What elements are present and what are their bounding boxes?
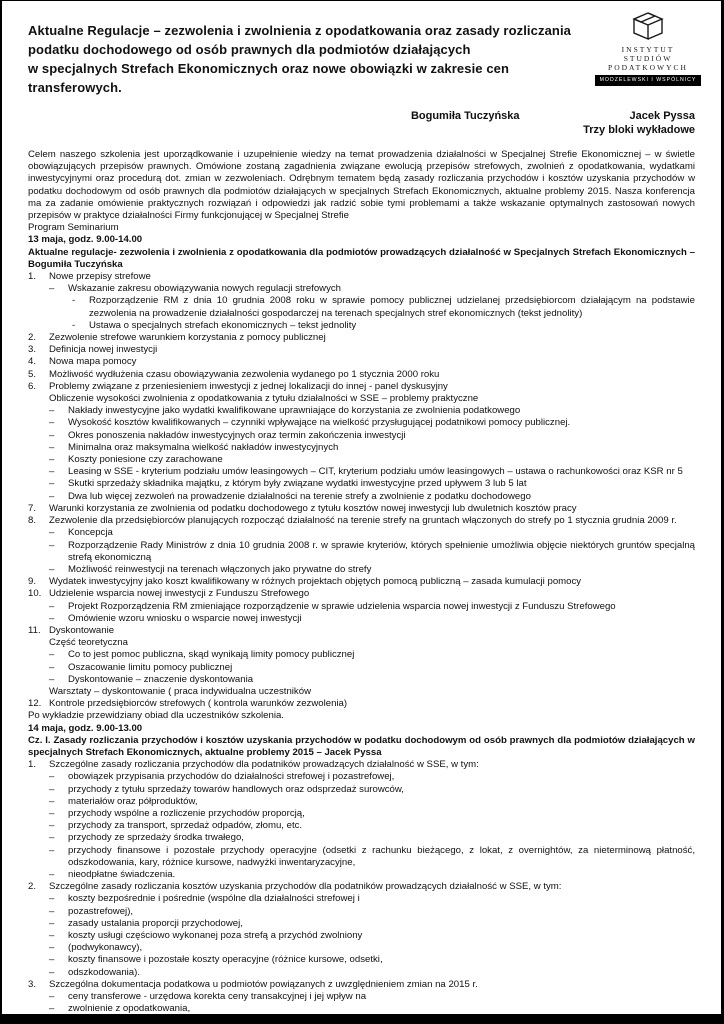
list-marker: – (49, 600, 55, 612)
program-line (28, 466, 695, 478)
list-text: Szczególne zasady rozliczania kosztów uzyskania przychodów dla podatników prowadzących działalność w SSE, w tym: (49, 881, 562, 893)
list-text: Minimalna oraz maksymalna wielkość nakładów inwestycyjnych (68, 441, 339, 453)
program-line (28, 601, 695, 613)
list-marker: 4. (28, 356, 37, 368)
list-text: Nowe przepisy strefowe (49, 271, 151, 283)
program-line (28, 454, 695, 466)
list-text: przychody finansowe i pozostałe przychody operacyjne (odsetki z rachunku bieżącego, z lokat, z overnightów, za nieterminową płatność, odszkodowania, kary, różnice kursowe, nadwyżki inwentaryzacyjne, (68, 844, 695, 868)
list-marker: 1. (28, 759, 37, 771)
program-line (28, 759, 695, 771)
program-label: Program Seminarium (28, 222, 119, 234)
list-marker: - (72, 295, 76, 307)
list-marker: 3. (28, 344, 37, 356)
page-title (28, 21, 606, 97)
list-text: Możliwość wydłużenia czasu obowiązywania zezwolenia wydanego po 1 stycznia 2000 roku (49, 368, 440, 380)
program-line (28, 478, 695, 490)
program-line (28, 869, 695, 881)
list-marker: – (49, 283, 55, 295)
list-text: Skutki sprzedaży składnika majątku, z którym były związane wydatki inwestycyjne przed upływem 3 lub 5 lat (68, 478, 527, 490)
program-line (28, 710, 695, 722)
program-line (28, 979, 695, 991)
list-marker: – (49, 527, 55, 539)
program-line (28, 576, 695, 588)
list-text: Leasing w SSE - kryterium podziału umów leasingowych – CIT, kryterium podziału umów leasingowych – ustawa o rachunkowości oraz KSR nr 5 (68, 466, 683, 478)
program-line (28, 686, 695, 698)
list-text: Możliwość reinwestycji na terenach włączonych jako prywatne do strefy (68, 563, 372, 575)
list-text: Problemy związane z przeniesieniem inwestycji z jednej lokalizacji do innej - panel dyskusyjny (49, 380, 448, 392)
list-text: Dyskontowanie (49, 624, 115, 636)
list-text: (podwykonawcy), (68, 942, 143, 954)
list-text: Oszacowanie limitu pomocy publicznej (68, 661, 233, 673)
program-line (28, 491, 695, 503)
list-text: Szczególna dokumentacja podatkowa u podmiotów powiązanych z uwzględnieniem zmian na 2015 r. (49, 978, 478, 990)
list-marker: – (49, 466, 55, 478)
logo-text-line-2: STUDIÓW (623, 54, 673, 63)
speaker-name-left: Bogumiła Tuczyńska (410, 110, 520, 122)
list-marker: 12. (28, 698, 42, 710)
list-marker (28, 637, 49, 649)
list-marker: – (49, 429, 55, 441)
program-line (28, 832, 695, 844)
list-marker: – (49, 1003, 55, 1015)
program-line (28, 808, 695, 820)
program-line (28, 918, 695, 930)
list-marker: – (49, 991, 55, 1003)
program-line (28, 393, 695, 405)
list-text: Warsztaty – dyskontowanie ( praca indywidualna uczestników (49, 685, 311, 697)
program-line (28, 820, 695, 832)
program-line (28, 527, 695, 539)
list-marker: – (49, 673, 55, 685)
program-line (28, 881, 695, 893)
list-marker: – (49, 795, 55, 807)
list-marker: – (49, 820, 55, 832)
lecture-blocks-subtitle: Trzy bloki wykładowe (583, 124, 695, 136)
program-line (28, 430, 695, 442)
list-text: Obliczenie wysokości zwolnienia z opodatkowania z tytułu działalności w SSE – problemy praktyczne (49, 393, 479, 405)
list-marker: 8. (28, 515, 37, 527)
list-marker: 2. (28, 881, 37, 893)
list-marker: – (49, 441, 55, 453)
program-line (28, 540, 695, 564)
list-marker (28, 686, 49, 698)
list-marker: – (49, 405, 55, 417)
program-line (28, 893, 695, 905)
list-text: Szczególne zasady rozliczania przychodów dla podatników prowadzących działalność w SSE, w tym: (49, 759, 479, 771)
program-line (28, 320, 695, 332)
program-heading (28, 735, 695, 759)
list-text: ceny transferowe - urzędowa korekta ceny transakcyjnej i jej wpływ na (68, 991, 367, 1003)
list-text: Dyskontowanie – znaczenie dyskontowania (68, 673, 254, 685)
list-marker: 2. (28, 332, 37, 344)
list-text: Zezwolenie dla przedsiębiorców planujących rozpocząć działalność na terenie strefy na gruntach włączonych do strefy po 1 stycznia grudnia 2009 r. (49, 515, 677, 527)
list-text: Nowa mapa pomocy (49, 356, 137, 368)
list-marker: – (49, 539, 55, 551)
program-line (28, 674, 695, 686)
list-text: Koncepcja (68, 527, 113, 539)
list-text: przychody za transport, sprzedaż odpadów, złomu, etc. (68, 820, 303, 832)
program-heading (28, 234, 695, 246)
list-text: Ustawa o specjalnych strefach ekonomicznych – tekst jednolity (89, 319, 357, 331)
list-marker: – (49, 771, 55, 783)
list-text: obowiązek przypisania przychodów do działalności strefowej i pozastrefowej, (68, 771, 395, 783)
list-marker: – (49, 490, 55, 502)
list-text: Udzielenie wsparcia nowej inwestycji z Funduszu Strefowego (49, 588, 310, 600)
program-line (28, 698, 695, 710)
program-line (28, 564, 695, 576)
program-line (28, 625, 695, 637)
program-line (28, 637, 695, 649)
program-line (28, 381, 695, 393)
list-text: 14 maja, godz. 9.00-13.00 (28, 722, 143, 734)
program-line (28, 613, 695, 625)
speaker-name-right: Jacek Pyssa (629, 110, 695, 122)
program-line (28, 796, 695, 808)
list-text: koszty finansowe i pozostałe koszty operacyjne (różnice kursowe, odsetki, (68, 954, 383, 966)
logo-text-line-1: INSTYTUT (621, 45, 675, 54)
program-line (28, 771, 695, 783)
list-marker: – (49, 893, 55, 905)
program-line (28, 417, 695, 429)
program-heading (28, 247, 695, 271)
program-line (28, 1003, 695, 1015)
list-marker: – (49, 417, 55, 429)
list-marker: – (49, 807, 55, 819)
list-marker: – (49, 832, 55, 844)
list-text: Warunki korzystania ze zwolnienia od podatku dochodowego z tytułu kosztów nowej inwestycji lub dwuletnich kosztów pracy (49, 502, 577, 514)
list-text: Definicja nowej inwestycji (49, 344, 158, 356)
program-line (28, 588, 695, 600)
list-text: przychody z tytułu sprzedaży towarów handlowych oraz odsprzedaż surowców, (68, 783, 404, 795)
program-line (28, 503, 695, 515)
list-marker: – (49, 783, 55, 795)
list-text: Wskazanie zakresu obowiązywania nowych regulacji strefowych (68, 283, 342, 295)
program-line (28, 942, 695, 954)
program-line (28, 991, 695, 1003)
list-text: przychody ze sprzedaży środka trwałego, (68, 832, 244, 844)
program-content (28, 234, 695, 1015)
list-text: Dwa lub więcej zezwoleń na prowadzenie działalności na terenie strefy a zwolnienie z podatku dochodowego (68, 490, 531, 502)
program-line (28, 369, 695, 381)
list-marker: – (49, 454, 55, 466)
program-line (28, 442, 695, 454)
program-line (28, 332, 695, 344)
list-text: Co to jest pomoc publiczna, skąd wynikają limity pomocy publicznej (68, 649, 355, 661)
program-line (28, 295, 695, 319)
list-text: Część teoretyczna (49, 637, 128, 649)
list-marker: – (49, 930, 55, 941)
list-marker: 7. (28, 502, 37, 514)
program-line (28, 405, 695, 417)
list-text: zasady ustalania proporcji przychodowej, (68, 917, 243, 929)
list-text: Koszty poniesione czy zarachowane (68, 454, 223, 466)
list-text: koszty usługi częściowo wykonanej poza strefą a przychód zwolniony (68, 930, 363, 941)
list-marker: – (49, 917, 55, 929)
list-text: Wysokość kosztów kwalifikowanych – czynniki wpływające na wielkość przysługującej podatnikowi pomocy publicznej. (68, 417, 571, 429)
program-line (28, 356, 695, 368)
program-line (28, 515, 695, 527)
list-text: zwolnienie z opodatkowania, (68, 1003, 191, 1015)
list-text: Zezwolenie strefowe warunkiem korzystania z pomocy publicznej (49, 332, 326, 344)
program-heading (28, 723, 695, 735)
program-line (28, 845, 695, 869)
list-marker: 3. (28, 978, 37, 990)
list-text: Omówienie wzoru wniosku o wsparcie nowej inwestycji (68, 612, 302, 624)
title-line-1: Aktualne Regulacje – zezwolenia i zwolnienia z opodatkowania oraz zasady rozliczania (28, 23, 571, 38)
intro-paragraph: Celem naszego szkolenia jest uporządkowanie i uzupełnienie wiedzy na temat prowadzenia działalności w Specjalnej Strefie Ekonomicznej – w świetle obowiązujących przepisów prawnych. Omówione zostaną zagadnienia związane ewolucją przepisów strefowych, zwolnień z opodatkowania, wydatkami inwestycyjnymi oraz procedurą dot. zmian w zezwoleniach. Odrębnym tematem będą zasady rozliczania przychodów i kosztów uzyskania przychodów w podatku dochodowym od osób prawnych dla podmiotów działających w specjalnych Strefach Ekonomicznych, aktualne problemy 2015. Nasza konferencja ma za zadanie omówienie praktycznych rozwiązań i odpowiedzi jak radzić sobie tymi problemami a także wskazanie optymalnych zastosowań nowych przepisów w praktyce działalności Firmy funkcjonującej w Specjalnej Strefie (28, 149, 695, 222)
list-text: koszty bezpośrednie i pośrednie (wspólne dla działalności strefowej i (68, 893, 360, 905)
list-marker: – (49, 966, 55, 978)
list-text: Rozporządzenie RM z dnia 10 grudnia 2008 roku w sprawie pomocy publicznej udzielanej przedsiębiorcom działającym na podstawie zezwolenia na prowadzenie działalności gospodarczej na terenach specjalnych stref ekonomicznych (tekst jednolity) (89, 295, 695, 319)
title-line-2: podatku dochodowego od osób prawnych dla podmiotów działających (28, 42, 471, 57)
list-text: Rozporządzenie Rady Ministrów z dnia 10 grudnia 2008 r. w sprawie kryteriów, których spełnienie umożliwia objęcie niektórych gruntów specjalną strefą ekonomiczną (68, 539, 695, 563)
list-text: 13 maja, godz. 9.00-14.00 (28, 234, 143, 246)
list-marker: – (49, 612, 55, 624)
program-line (28, 662, 695, 674)
list-marker: – (49, 478, 55, 490)
list-text: materiałów oraz półproduktów, (68, 795, 198, 807)
logo-bar: MODZELEWSKI I WSPÓLNICY (595, 75, 701, 86)
list-marker: 9. (28, 576, 37, 588)
list-marker: - (72, 319, 76, 331)
list-text: Wydatek inwestycyjny jako koszt kwalifikowany w różnych projektach objętych pomocą publiczną – zasada kumulacji pomocy (49, 576, 582, 588)
program-line (28, 344, 695, 356)
document-header (28, 21, 695, 97)
program-line (28, 967, 695, 979)
list-marker (28, 393, 49, 405)
institute-logo (595, 11, 701, 86)
list-marker: 10. (28, 588, 42, 600)
list-text: nieodpłatne świadczenia. (68, 868, 176, 880)
list-marker: 6. (28, 380, 37, 392)
list-text: odszkodowania). (68, 966, 140, 978)
logo-text-line-3: PODATKOWYCH (608, 63, 688, 72)
open-cube-icon (629, 11, 667, 43)
list-marker: – (49, 905, 55, 917)
list-text: pozastrefowej), (68, 905, 134, 917)
program-line (28, 283, 695, 295)
list-marker: 11. (28, 624, 41, 636)
speakers-row (28, 110, 695, 123)
program-line (28, 271, 695, 283)
program-line (28, 930, 695, 942)
list-marker: 1. (28, 271, 37, 283)
list-marker: – (49, 844, 55, 856)
list-marker: – (49, 868, 55, 880)
list-marker: – (49, 661, 55, 673)
list-text: przychody wspólne a rozliczenie przychodów proporcją, (68, 807, 305, 819)
list-marker: – (49, 942, 55, 954)
program-line (28, 649, 695, 661)
title-line-3: w specjalnych Strefach Ekonomicznych oraz nowe obowiązki w zakresie cen transferowych. (28, 61, 510, 95)
list-text: Po wykładzie przewidziany obiad dla uczestników szkolenia. (28, 710, 284, 722)
list-marker: – (49, 649, 55, 661)
list-text: Aktualne regulacje- zezwolenia i zwolnienia z opodatkowania dla podmiotów prowadzących działalność w Specjalnych Strefach Ekonomicznych – Bogumiła Tuczyńska (28, 246, 695, 270)
list-text: Nakłady inwestycyjne jako wydatki kwalifikowane uprawniające do korzystania ze zwolnienia podatkowego (68, 405, 521, 417)
list-text: Projekt Rozporządzenia RM zmieniające rozporządzenie w sprawie udzielenia wsparcia nowej inwestycji z Funduszu Strefowego (68, 600, 616, 612)
list-text: Kontrole przedsiębiorców strefowych ( kontrola warunków zezwolenia) (49, 698, 348, 710)
program-line (28, 906, 695, 918)
program-line (28, 784, 695, 796)
list-marker: – (49, 954, 55, 966)
list-text: Okres ponoszenia nakładów inwestycyjnych oraz termin zakończenia inwestycji (68, 429, 406, 441)
list-text: Cz. I. Zasady rozliczania przychodów i kosztów uzyskania przychodów w podatku dochodowym od osób prawnych dla podmiotów działających w specjalnych Strefach Ekonomicznych, aktualne problemy 2015 – Jacek Pyssa (28, 734, 695, 758)
program-line (28, 954, 695, 966)
list-marker: – (49, 563, 55, 575)
list-marker: 5. (28, 368, 37, 380)
